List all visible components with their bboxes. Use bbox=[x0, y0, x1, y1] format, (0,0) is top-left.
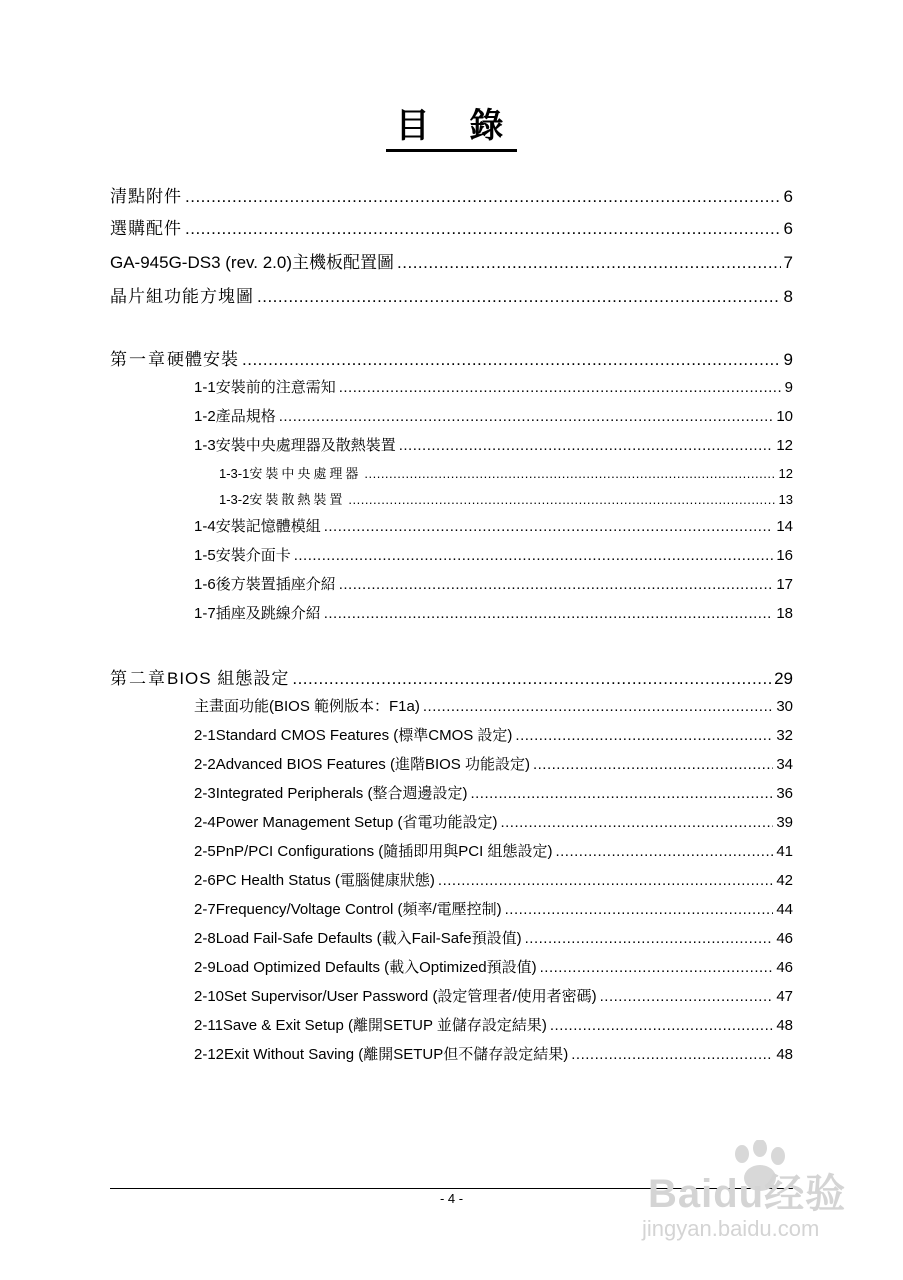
toc-section: 1-6 後方裝置插座介紹 ..... 17 bbox=[194, 573, 793, 594]
toc-section: 2-1 Standard CMOS Features (標準CMOS 設定) ..... 32 bbox=[194, 724, 793, 745]
toc-section: 2-10 Set Supervisor/User Password (設定管理者/使用者密碼) ..... 47 bbox=[194, 985, 793, 1006]
toc-section: 2-11 Save & Exit Setup (離開SETUP 並儲存設定結果) ..... 48 bbox=[194, 1014, 793, 1035]
toc-section: 1-4 安裝記憶體模組 ..... 14 bbox=[194, 515, 793, 536]
toc-subsection: 1-3-1 安裝中央處理器 ..... 12 bbox=[219, 463, 793, 482]
toc-section: 2-4 Power Management Setup (省電功能設定) ..... 39 bbox=[194, 811, 793, 832]
toc-section: 1-5 安裝介面卡 ..... 16 bbox=[194, 544, 793, 565]
toc-section: 2-5 PnP/PCI Configurations (隨插即用與PCI 組態設定) ..... 41 bbox=[194, 840, 793, 861]
toc-section: 1-7 插座及跳線介紹 ..... 18 bbox=[194, 602, 793, 623]
toc-section: 2-7 Frequency/Voltage Control (頻率/電壓控制) ..... 44 bbox=[194, 898, 793, 919]
toc-section: 2-3 Integrated Peripherals (整合週邊設定) ..... 36 bbox=[194, 782, 793, 803]
toc-entry: 選購配件 ..... 6 bbox=[110, 214, 793, 239]
watermark-url: jingyan.baidu.com bbox=[642, 1216, 820, 1241]
watermark-brand: Baidu经验 bbox=[648, 1172, 847, 1216]
toc-section: 1-1 安裝前的注意需知 ..... 9 bbox=[194, 376, 793, 397]
toc-section: 2-12 Exit Without Saving (離開SETUP但不儲存設定結果) ..... 48 bbox=[194, 1043, 793, 1064]
toc-section: 主畫面功能(BIOS 範例版本：F1a) ..... 30 bbox=[194, 695, 793, 716]
toc-section: 2-2 Advanced BIOS Features (進階BIOS 功能設定) ..... 34 bbox=[194, 753, 793, 774]
toc-subsection: 1-3-2 安裝散熱裝置 ..... 13 bbox=[219, 489, 793, 508]
toc-entry: 清點附件 ..... 6 bbox=[110, 182, 793, 207]
footer-page-number: - 4 - bbox=[439, 1191, 464, 1206]
toc-section: 2-8 Load Fail-Safe Defaults (載入Fail-Safe預設值) ..... 46 bbox=[194, 927, 793, 948]
toc-section: 1-3 安裝中央處理器及散熱裝置 ..... 12 bbox=[194, 434, 793, 455]
toc-title: 目 錄 bbox=[0, 98, 903, 152]
toc-entry: 晶片組功能方塊圖 ..... 8 bbox=[110, 282, 793, 307]
chapter-heading: 第一章 硬體安裝 ..... 9 bbox=[110, 345, 793, 370]
toc-section: 1-2 產品規格 ..... 10 bbox=[194, 405, 793, 426]
toc-section: 2-6 PC Health Status (電腦健康狀態) ..... 42 bbox=[194, 869, 793, 890]
toc-section: 2-9 Load Optimized Defaults (載入Optimized預設值) ..... 46 bbox=[194, 956, 793, 977]
baidu-watermark bbox=[640, 1140, 870, 1250]
chapter-heading: 第二章 BIOS 組態設定 ..... 29 bbox=[110, 664, 793, 689]
toc-entry: GA-945G-DS3 (rev. 2.0)主機板配置圖 ..... 7 bbox=[110, 248, 793, 273]
